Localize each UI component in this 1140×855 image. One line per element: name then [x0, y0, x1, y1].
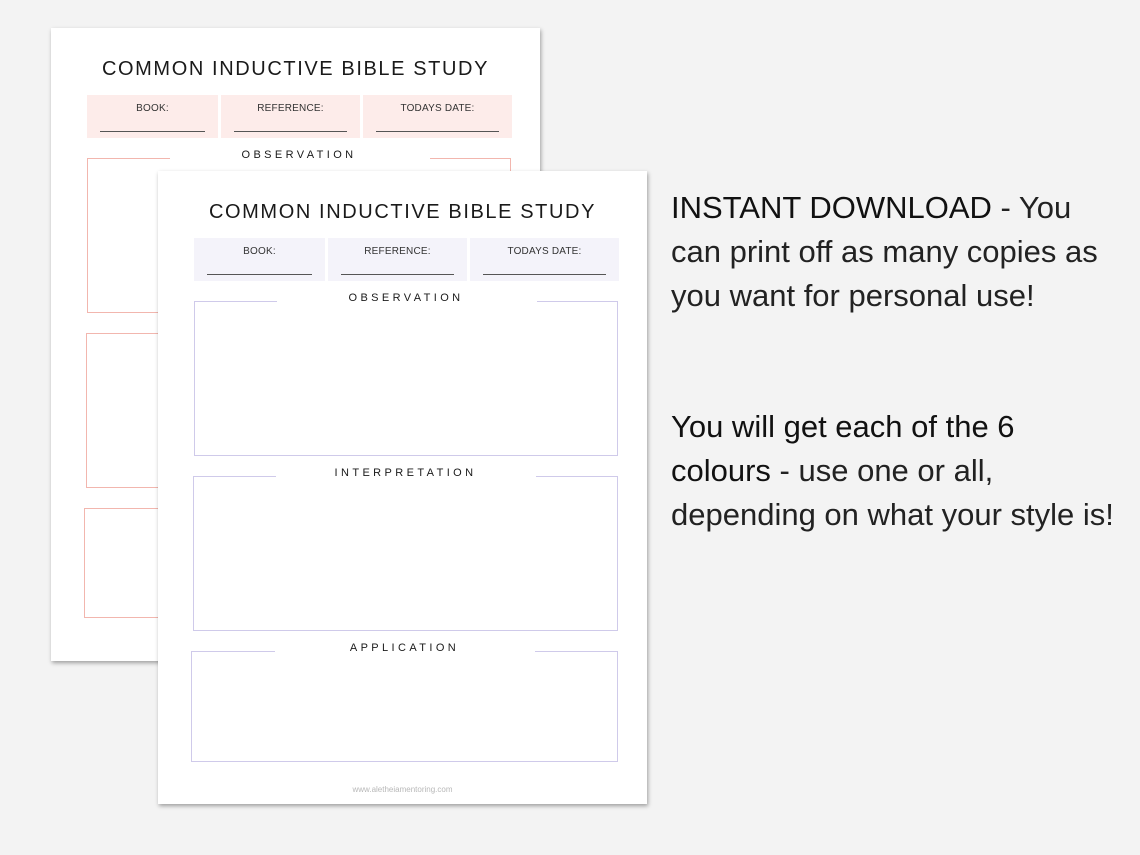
- worksheet-title: COMMON INDUCTIVE BIBLE STUDY: [208, 201, 597, 223]
- reference-line: [234, 131, 347, 132]
- application-box: [191, 642, 618, 762]
- book-label: BOOK:: [136, 103, 169, 114]
- reference-line: [341, 274, 454, 275]
- date-line: [376, 131, 499, 132]
- reference-field: [221, 95, 360, 138]
- colours-heading: You will get each of the 6 colours: [671, 409, 1015, 488]
- date-label: TODAYS DATE:: [400, 103, 475, 114]
- instant-download-heading: INSTANT DOWNLOAD: [671, 190, 992, 225]
- reference-field: [328, 238, 467, 281]
- book-line: [100, 131, 205, 132]
- instant-download-paragraph: [671, 186, 1121, 318]
- colours-text: - use one or all, depending on what your style is!: [671, 453, 1114, 532]
- reference-label: REFERENCE:: [364, 246, 431, 257]
- observation-label: OBSERVATION: [348, 292, 464, 304]
- colours-paragraph: [671, 405, 1121, 537]
- date-label: TODAYS DATE:: [507, 246, 582, 257]
- worksheet-preview-lavender: [158, 171, 647, 804]
- date-line: [483, 274, 606, 275]
- interpretation-box: [193, 467, 618, 631]
- book-label: BOOK:: [243, 246, 276, 257]
- date-field: [363, 95, 512, 138]
- book-field: [87, 95, 218, 138]
- application-label: APPLICATION: [349, 642, 460, 654]
- worksheet-title: COMMON INDUCTIVE BIBLE STUDY: [101, 58, 490, 80]
- book-field: [194, 238, 325, 281]
- reference-label: REFERENCE:: [257, 103, 324, 114]
- observation-label: OBSERVATION: [241, 149, 357, 161]
- footer-url: www.aletheiamentoring.com: [352, 785, 453, 794]
- instant-download-text: - You can print off as many copies as you want for personal use!: [671, 190, 1098, 313]
- date-field: [470, 238, 619, 281]
- observation-box: [194, 292, 618, 456]
- book-line: [207, 274, 312, 275]
- interpretation-label: INTERPRETATION: [334, 467, 477, 479]
